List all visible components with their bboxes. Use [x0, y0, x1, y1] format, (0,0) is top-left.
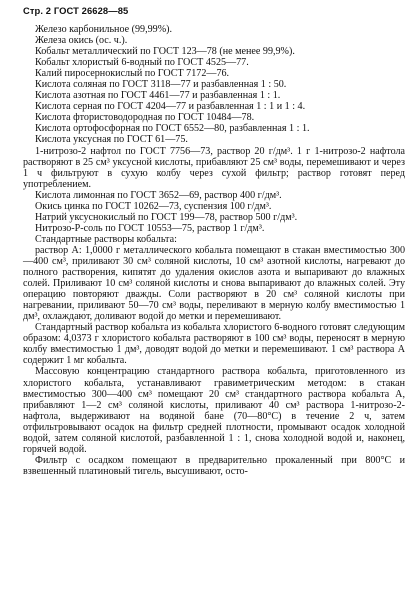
reagent-line: Калий пиросернокислый по ГОСТ 7172—76. [35, 68, 230, 80]
filter-paragraph: Фильтр с осадком помещают в предварительно прокаленный при 800°С и взвешенный платиновый тигель, высушивают, осто- [23, 454, 405, 477]
reagent-line: Кислота уксусная по ГОСТ 61—75. [35, 134, 188, 146]
reagent-line: Стандартные растворы кобальта: [35, 233, 177, 245]
reagent-line: Кобальт хлористый 6-водный по ГОСТ 4525—77. [35, 57, 249, 69]
reagent-line: Кислота соляная по ГОСТ 3118—77 и разбавленная 1 : 50. [35, 79, 287, 91]
reagent-line: Кислота серная по ГОСТ 4204—77 и разбавленная 1 : 1 и 1 : 4. [35, 101, 306, 113]
reagent-line: Кобальт металлический по ГОСТ 123—78 (не менее 99,9%). [35, 46, 295, 58]
reagent-line: Кислота азотная по ГОСТ 4461—77 и разбавленная 1 : 1. [35, 90, 281, 102]
nitroso-naphthol-paragraph: 1-нитрозо-2 нафтол по ГОСТ 7756—73, раствор 20 г/дм³. 1 г 1-нитрозо-2 нафтола растворяют в 25 см³ уксусной кислоты, прибавляют 25 см³ воды, перемешивают и через 1 ч фильтруют в сухую колбу через сухой фильтр; раствор готовят перед употреблением. [23, 145, 405, 190]
reagent-line: Кислота фтористоводородная по ГОСТ 10484—78. [35, 112, 255, 124]
page-header: Стр. 2 ГОСТ 26628—85 [23, 5, 129, 16]
reagent-line: Натрий уксуснокислый по ГОСТ 199—78, раствор 500 г/дм³. [35, 211, 298, 223]
cobalt-chloride-paragraph: Стандартный раствор кобальта из кобальта хлористого 6-водного готовят следующим образом: 4,0373 г хлористого кобальта растворяют в 100 см³ воды, переносят в мерную колбу вместимостью 1 дм³, доводят водой до метки и перемешивают. 1 см³ раствора А содержит 1 мг кобальта. [23, 322, 405, 367]
solution-a-paragraph: раствор А: 1,0000 г металлического кобальта помещают в стакан вместимостью 300—400 см³, приливают 30 см³ соляной кислоты, 10 см³ азотной кислоты, нагревают до полного растворения, кипятят до удаления окислов азота и выпаривают до влажных солей. Приливают 10 см³ соляной кислоты и снова выпаривают до влажных солей. Эту операцию повторяют дважды. Соли растворяют в 20 см³ соляной кислоты при нагревании, приливают 50—70 см³ воды, переливают в мерную колбу вместимостью 1 дм³, охлаждают, доливают водой до метки и перемешивают. [23, 244, 405, 323]
mass-concentration-paragraph: Массовую концентрацию стандартного раствора кобальта, приготовленного из хлористого кобальта, устанавливают гравиметрическим методом: в стакан вместимостью 300—400 см³ помещают 20 см³ стандартного раствора кобальта А, прибавляют 1—2 см³ соляной кислоты, приливают 40 см³ раствора 1-нитрозо-2-нафтола, выдерживают на водяной бане (70—80°С) в течение 2 ч, затем отфильтровывают осадок на фильтр средней плотности, промывают осадок холодной водой, затем соляной кислотой, разбавленной 1 : 1, снова холодной водой и, наконец, горячей водой. [23, 366, 405, 455]
document-body [23, 24, 405, 477]
reagent-line: Железа окись (ос. ч.). [35, 35, 128, 47]
reagent-line: Кислота ортофосфорная по ГОСТ 6552—80, разбавленная 1 : 1. [35, 123, 310, 135]
reagent-line: Кислота лимонная по ГОСТ 3652—69, раствор 400 г/дм³. [35, 189, 282, 201]
reagent-line: Окись цинка по ГОСТ 10262—73, суспензия 100 г/дм³. [35, 200, 272, 212]
reagent-line: Нитрозо-Р-соль по ГОСТ 10553—75, раствор 1 г/дм³. [35, 222, 265, 234]
reagent-line: Железо карбонильное (99,99%). [35, 24, 172, 35]
